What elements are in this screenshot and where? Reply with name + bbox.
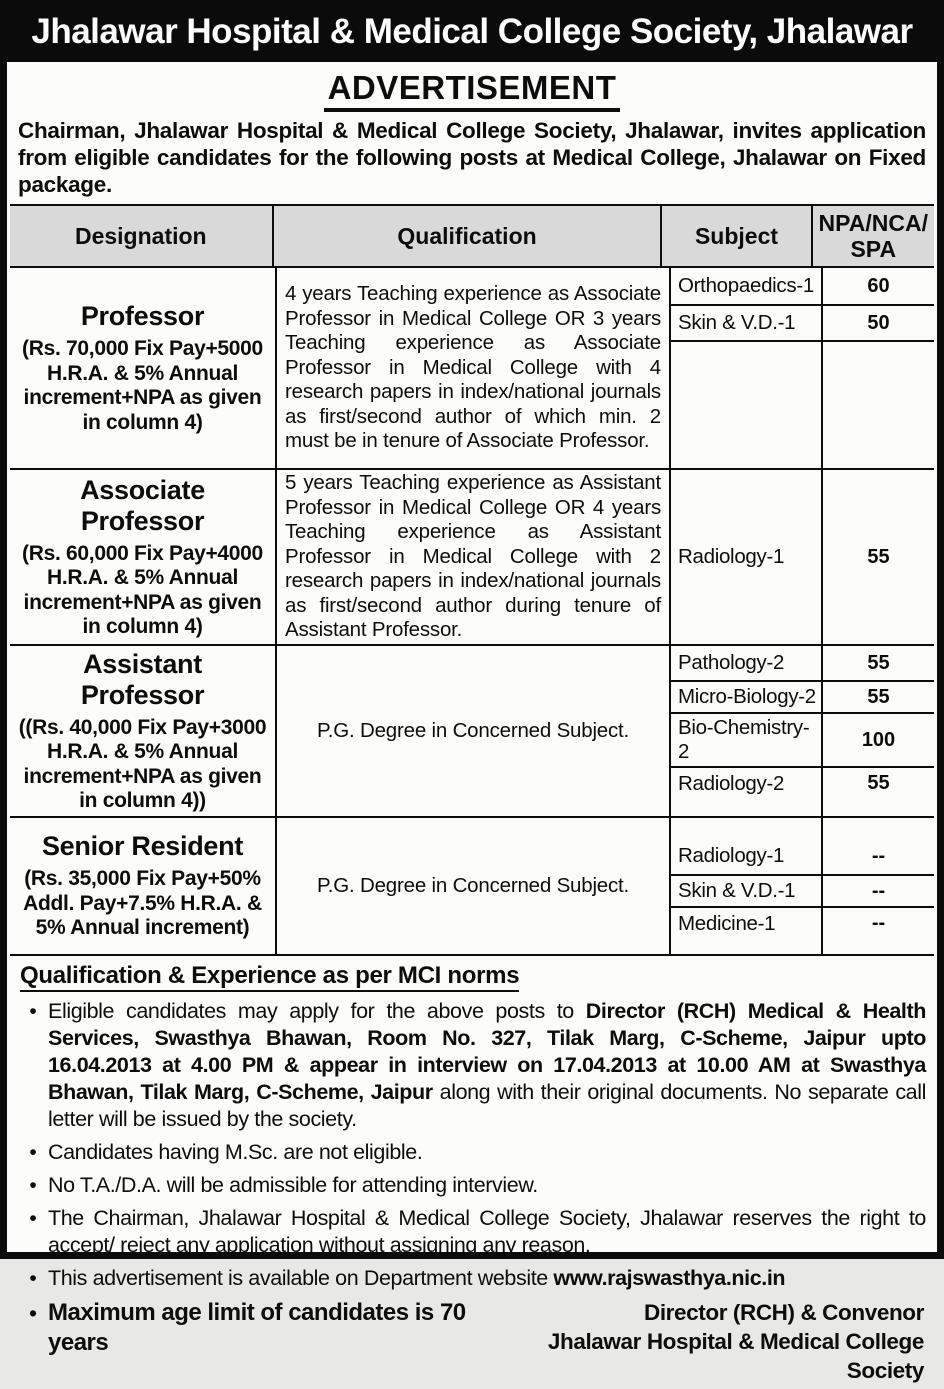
subject-name: Medicine-1 <box>671 908 823 954</box>
bullet-icon: • <box>29 1174 37 1197</box>
subject-npa: 100 <box>861 728 896 751</box>
subject-subrow <box>671 470 934 644</box>
subject-subrow <box>671 908 934 954</box>
qualification-cell <box>277 646 671 816</box>
note-text-bold: Director (RCH) Medical & Health Services, Swasthya Bhawan, Room No. 327, Tilak Marg, C-Scheme, Jaipur upto 16.04.2013 at 4.00 PM & appear in interview on 17.04.2013 at 10.00 AM at Swasthya Bhawan, Tilak Marg, C-Scheme, Jaipur <box>48 999 927 1104</box>
posts-table <box>10 204 934 956</box>
table-header-row <box>10 206 934 268</box>
subjects-cell <box>671 268 934 468</box>
advertisement-body <box>7 62 937 1389</box>
subject-npa: -- <box>871 879 886 902</box>
designation-cell <box>10 818 277 954</box>
subject-npa: 60 <box>867 274 890 297</box>
subject-subrow <box>671 714 934 768</box>
subject-npa: 55 <box>867 545 890 568</box>
subject-npa: 55 <box>867 685 890 708</box>
signature-line-1: Director (RCH) & Convenor <box>643 1300 924 1325</box>
bullet-icon: • <box>29 1267 37 1290</box>
subject-name: Bio-Chemistry-2 <box>671 714 823 766</box>
note-bullet-tada <box>18 1172 926 1199</box>
subject-npa: 55 <box>867 772 890 794</box>
designation-title: Associate Professor <box>80 474 205 536</box>
subject-subrow <box>671 306 934 342</box>
note-bullet-apply <box>18 998 926 1133</box>
column-header-qualification: Qualification <box>274 206 663 266</box>
signature-line-2: Jhalawar Hospital & Medical College Society <box>547 1329 924 1383</box>
subject-npa: -- <box>871 845 886 867</box>
final-row <box>18 1298 926 1385</box>
note-bullet-rights <box>18 1205 926 1259</box>
designation-cell <box>10 470 277 644</box>
qualification-text: 5 years Teaching experience as Assistant Professor in Medical College OR 4 years Teaching experience as Assistant Professor in Medical College with 2 research papers in index/national journals as first/second author during tenure of Assistant Professor. <box>285 471 661 642</box>
table-row <box>10 470 934 646</box>
subject-name: Micro-Biology-2 <box>671 682 823 712</box>
age-limit-text: Maximum age limit of candidates is 70 years <box>48 1299 466 1356</box>
note-text: This advertisement is available on Department website <box>48 1266 554 1290</box>
qualification-text: P.G. Degree in Concerned Subject. <box>316 873 630 897</box>
signature-block <box>497 1298 926 1385</box>
subject-name: Skin & V.D.-1 <box>671 306 823 340</box>
subject-subrow <box>671 768 934 816</box>
subject-name: Pathology-2 <box>671 646 823 680</box>
bullet-icon: • <box>29 1207 37 1230</box>
note-text: No T.A./D.A. will be admissible for attending interview. <box>48 1173 538 1197</box>
note-text: The Chairman, Jhalawar Hospital & Medical College Society, Jhalawar reserves the right to accept/ reject any application without assigning any reason. <box>48 1206 926 1257</box>
subject-subrow <box>671 268 934 306</box>
note-text: Eligible candidates may apply for the above posts to <box>48 999 586 1023</box>
bullet-icon: • <box>29 1141 37 1164</box>
subject-subrow <box>671 876 934 908</box>
note-bullet-age-limit <box>18 1298 497 1358</box>
designation-title: Professor <box>80 301 205 331</box>
designation-detail: (Rs. 60,000 Fix Pay+4000 H.R.A. & 5% Annual increment+NPA as given in column 4) <box>22 541 263 638</box>
table-row <box>10 646 934 818</box>
designation-detail: (Rs. 35,000 Fix Pay+50% Addl. Pay+7.5% H.R.A. & 5% Annual increment) <box>23 867 262 940</box>
qualification-text: P.G. Degree in Concerned Subject. <box>316 718 630 742</box>
subject-name: Radiology-2 <box>671 768 823 816</box>
designation-title: Senior Resident <box>41 831 244 862</box>
subjects-cell <box>671 646 934 816</box>
bullet-icon: • <box>28 1300 38 1326</box>
designation-cell <box>10 646 277 816</box>
subject-subrow <box>671 646 934 682</box>
masthead-title: Jhalawar Hospital & Medical College Society, Jhalawar <box>7 7 937 62</box>
subject-subrow-empty <box>671 342 934 468</box>
note-bullet-msc <box>18 1139 926 1166</box>
subject-name: Skin & V.D.-1 <box>671 876 823 906</box>
subject-name: Radiology-1 <box>671 470 823 644</box>
subject-subrow <box>671 818 934 876</box>
designation-detail: (Rs. 70,000 Fix Pay+5000 H.R.A. & 5% Annual increment+NPA as given in column 4) <box>22 337 263 434</box>
subjects-cell <box>671 470 934 644</box>
intro-paragraph: Chairman, Jhalawar Hospital & Medical College Society, Jhalawar, invites application from eligible candidates for the following posts at Medical College, Jhalawar on Fixed package. <box>18 118 926 197</box>
designation-detail: ((Rs. 40,000 Fix Pay+3000 H.R.A. & 5% Annual increment+NPA as given in column 4)) <box>18 715 267 812</box>
subject-name: Orthopaedics-1 <box>671 268 823 304</box>
advertisement-heading-wrap <box>10 69 934 112</box>
table-row <box>10 268 934 470</box>
column-header-subject: Subject <box>662 206 812 266</box>
qualification-cell <box>277 818 671 954</box>
qualification-cell <box>277 268 671 468</box>
bullet-icon: • <box>29 1000 37 1023</box>
advertisement-heading: ADVERTISEMENT <box>324 69 621 112</box>
subject-npa: 55 <box>867 651 890 674</box>
notes-heading: Qualification & Experience as per MCI norms <box>20 962 926 990</box>
note-text: along with their original documents. No separate call letter will be issued by the society. <box>48 1080 926 1131</box>
note-bullet-website <box>18 1265 926 1292</box>
designation-cell <box>10 268 277 468</box>
subject-name: Radiology-1 <box>671 818 823 874</box>
table-row <box>10 818 934 956</box>
note-text: Candidates having M.Sc. are not eligible. <box>48 1140 423 1164</box>
subject-npa: -- <box>871 912 886 934</box>
subject-npa: 50 <box>867 311 890 334</box>
subject-subrow <box>671 682 934 714</box>
notes-section <box>10 956 934 1389</box>
designation-title: Assistant Professor <box>80 648 205 710</box>
website-link: www.rajswasthya.nic.in <box>553 1266 786 1290</box>
column-header-npa: NPA/NCA/ SPA <box>818 210 928 262</box>
subject-npa <box>823 342 934 468</box>
column-header-designation: Designation <box>10 206 274 266</box>
subject-name <box>671 342 823 468</box>
qualification-cell <box>277 470 671 644</box>
subjects-cell <box>671 818 934 954</box>
qualification-text: 4 years Teaching experience as Associate Professor in Medical College OR 3 years Teaching experience as Associate Professor in Medical College with 4 research papers in index/national journals as first/second author of which min. 2 must be in tenure of Associate Professor. <box>285 282 661 453</box>
